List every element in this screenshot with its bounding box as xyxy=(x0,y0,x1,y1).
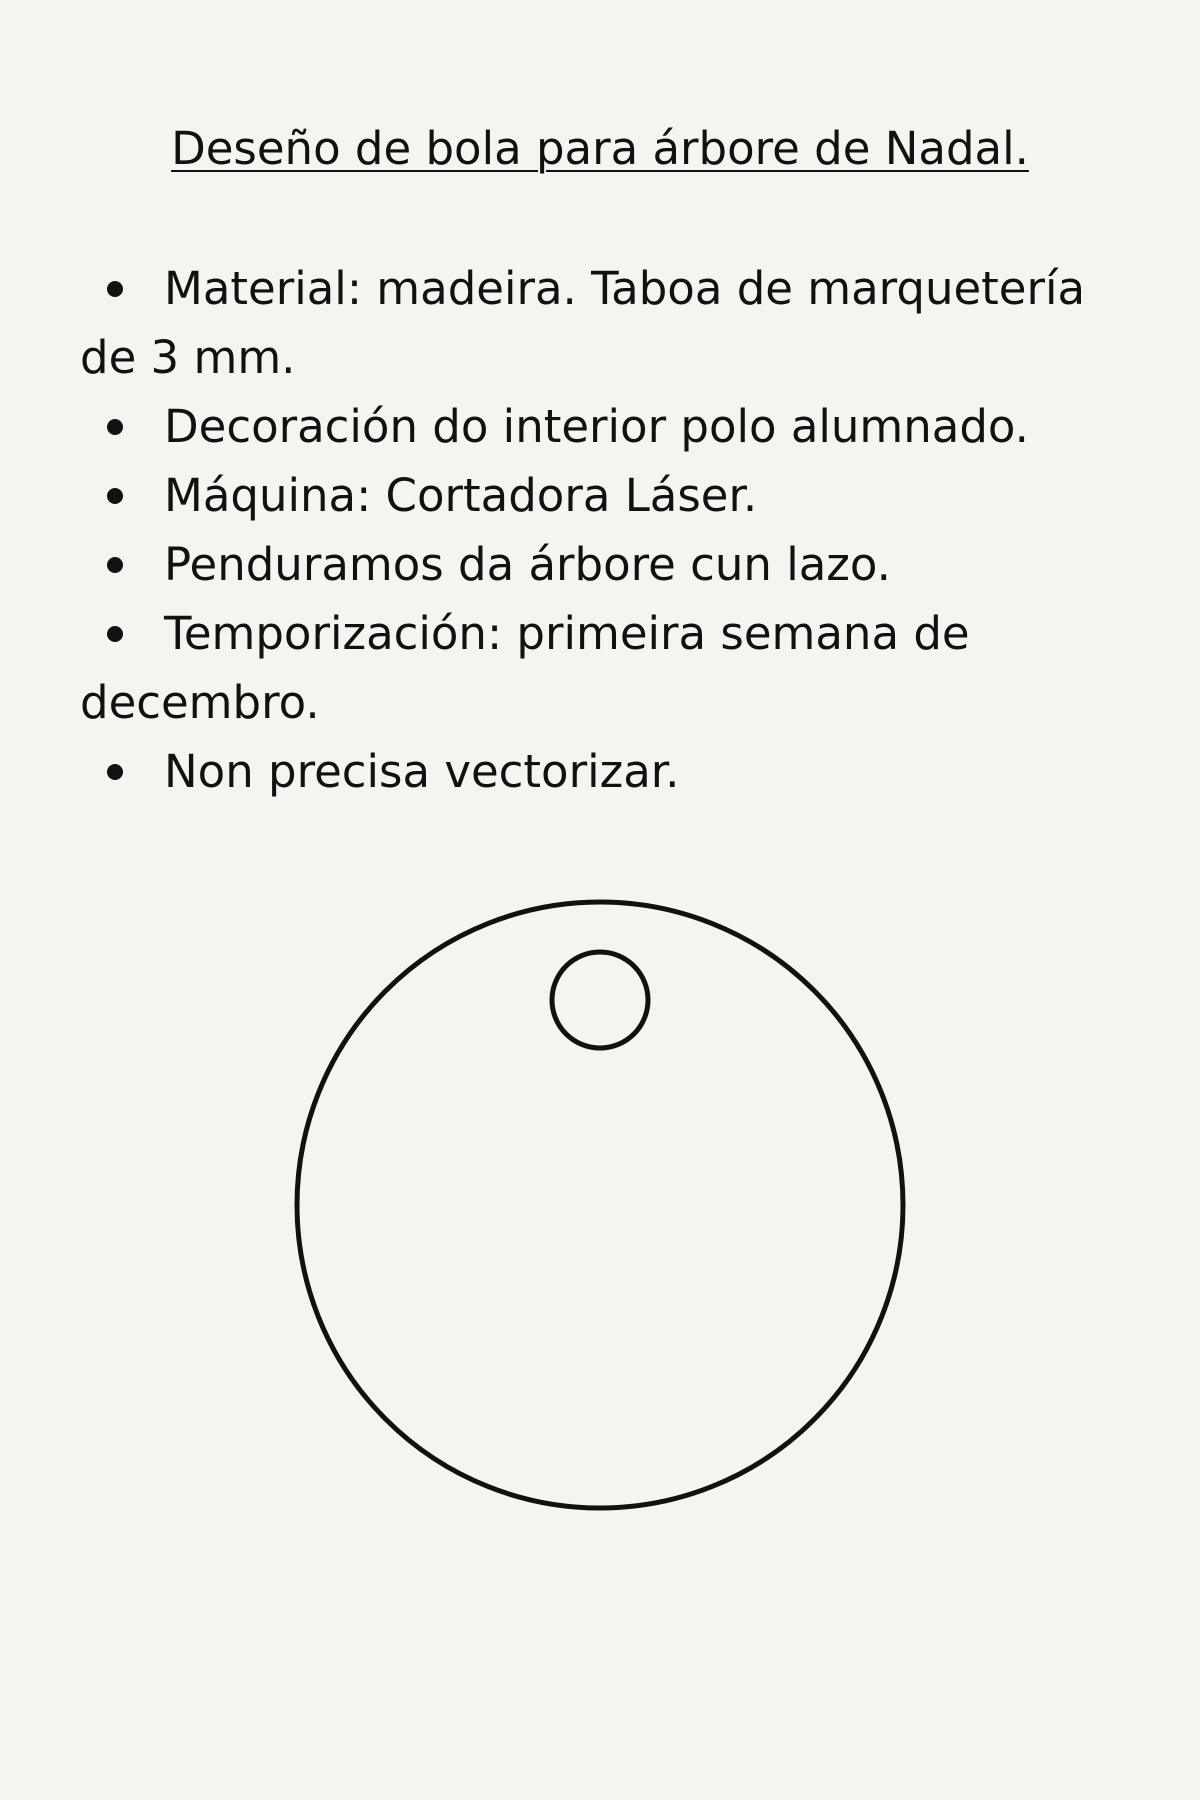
ornament-hanging-hole xyxy=(552,952,648,1048)
list-item-text: Decoración do interior polo alumnado. xyxy=(164,400,1029,453)
bullet-icon xyxy=(107,764,123,780)
ornament-drawing xyxy=(285,890,915,1540)
list-item xyxy=(80,254,1140,392)
list-item-text: Penduramos da árbore cun lazo. xyxy=(164,538,891,591)
list-item-text: Non precisa vectorizar. xyxy=(164,745,680,798)
list-item xyxy=(80,599,1140,737)
spec-list xyxy=(80,254,1140,806)
document-title: Deseño de bola para árbore de Nadal. xyxy=(171,122,1029,175)
bullet-icon xyxy=(107,488,123,504)
bullet-icon xyxy=(107,557,123,573)
list-item-text: Máquina: Cortadora Láser. xyxy=(164,469,758,522)
list-item-text: Material: madeira. Taboa de marquetería de 3 mm. xyxy=(80,262,1086,384)
bullet-icon xyxy=(107,281,123,297)
list-item xyxy=(80,737,1140,806)
list-item xyxy=(80,392,1140,461)
list-item xyxy=(80,461,1140,530)
ornament-outer-circle xyxy=(297,902,903,1508)
list-item-text: Temporización: primeira semana de decembro. xyxy=(80,607,970,729)
list-item xyxy=(80,530,1140,599)
bullet-icon xyxy=(107,626,123,642)
bullet-icon xyxy=(107,419,123,435)
